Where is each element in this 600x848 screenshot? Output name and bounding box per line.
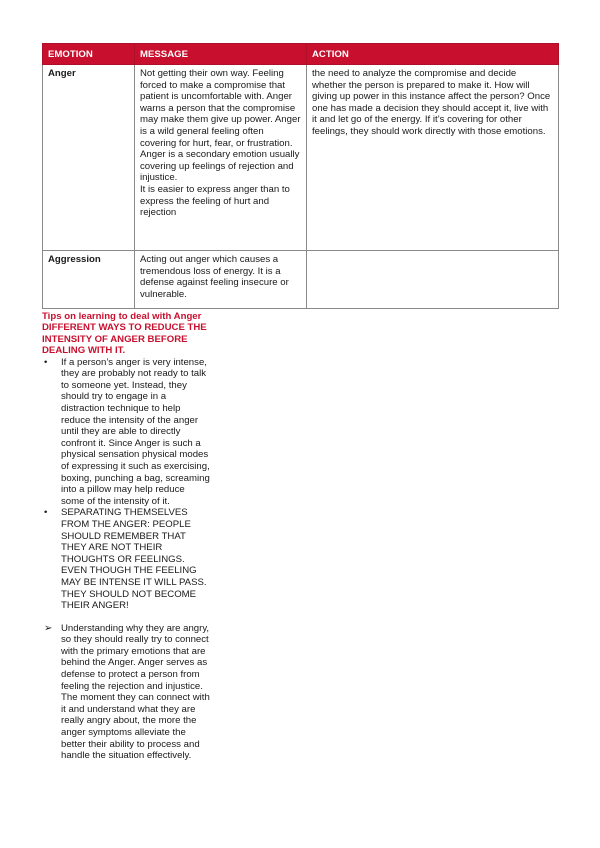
table-row	[43, 65, 559, 251]
emotion-table	[42, 43, 559, 309]
action-cell: the need to analyze the compromise and decide whether the person is prepared to make it. How will giving up power in this instance affect the person? Once one has made a decision they should accept it, live with it and let go of the energy. If it’s covering for other feelings, they should work directly with those emotions.	[307, 65, 559, 251]
emotion-cell: Anger	[43, 65, 135, 251]
list-item	[42, 507, 210, 611]
header-message: MESSAGE	[135, 44, 307, 65]
bullet-icon: •	[44, 356, 48, 368]
list-item-text: SEPARATING THEMSELVES FROM THE ANGER: PEOPLE SHOULD REMEMBER THAT THEY ARE NOT THEIR THOUGHTS OR FEELINGS. EVEN THOUGH THE FEELING MAY BE INTENSE IT WILL PASS. THEY SHOULD NOT BECOME THEIR ANGER!	[61, 507, 207, 612]
header-action: ACTION	[307, 44, 559, 65]
tips-column-1	[42, 311, 210, 762]
bullet-icon: •	[44, 507, 48, 519]
section-heading: DIFFERENT WAYS TO REDUCE THE INTENSITY OF ANGER BEFORE DEALING WITH IT.	[42, 322, 207, 357]
message-text: It is easier to express anger than to express the feeling of hurt and rejection	[140, 183, 290, 219]
message-text: Acting out anger which causes a tremendous loss of energy. It is a defense against feeling insecure or vulnerable.	[140, 254, 289, 300]
header-emotion: EMOTION	[43, 44, 135, 65]
table-header-row	[43, 44, 559, 65]
message-text: Not getting their own way. Feeling forced to make a compromise that patient is uncomfortable with. Anger warns a person that the compromise may make them give up power. Anger is a wild general feeling often covering for hurt, fear, or frustration. Anger is a secondary emotion usually covering up feelings of rejection and injustice.	[140, 68, 301, 184]
message-cell	[135, 251, 307, 309]
message-cell	[135, 65, 307, 251]
tips-title: Tips on learning to deal with Anger	[42, 311, 202, 322]
list-item	[42, 357, 210, 508]
tips-list	[42, 623, 210, 762]
tips-list	[42, 357, 210, 612]
list-item	[42, 623, 210, 762]
table-row	[43, 251, 559, 309]
arrow-icon: ➢	[44, 622, 53, 634]
list-item-text: Understanding why they are angry, so they should really try to connect with the primary emotions that are behind the Anger. Anger serves as defense to protect a person from feeling the rejection and injustice. The moment they can connect with it and understand what they are really angry about, the more the anger symptoms alleviate the better their ability to process and handle the situation effectively.	[61, 622, 210, 762]
emotion-cell: Aggression	[43, 251, 135, 309]
list-item-text: If a person’s anger is very intense, they are probably not ready to talk to someone yet. Instead, they should try to engage in a distraction technique to help reduce the intensity of the anger until they are able to directly confront it. Since Anger is such a physical sensation physical modes of expressing it such as exercising, boxing, punching a bag, screaming into a pillow may help reduce some of the intensity of it.	[61, 356, 210, 507]
action-cell	[307, 251, 559, 309]
